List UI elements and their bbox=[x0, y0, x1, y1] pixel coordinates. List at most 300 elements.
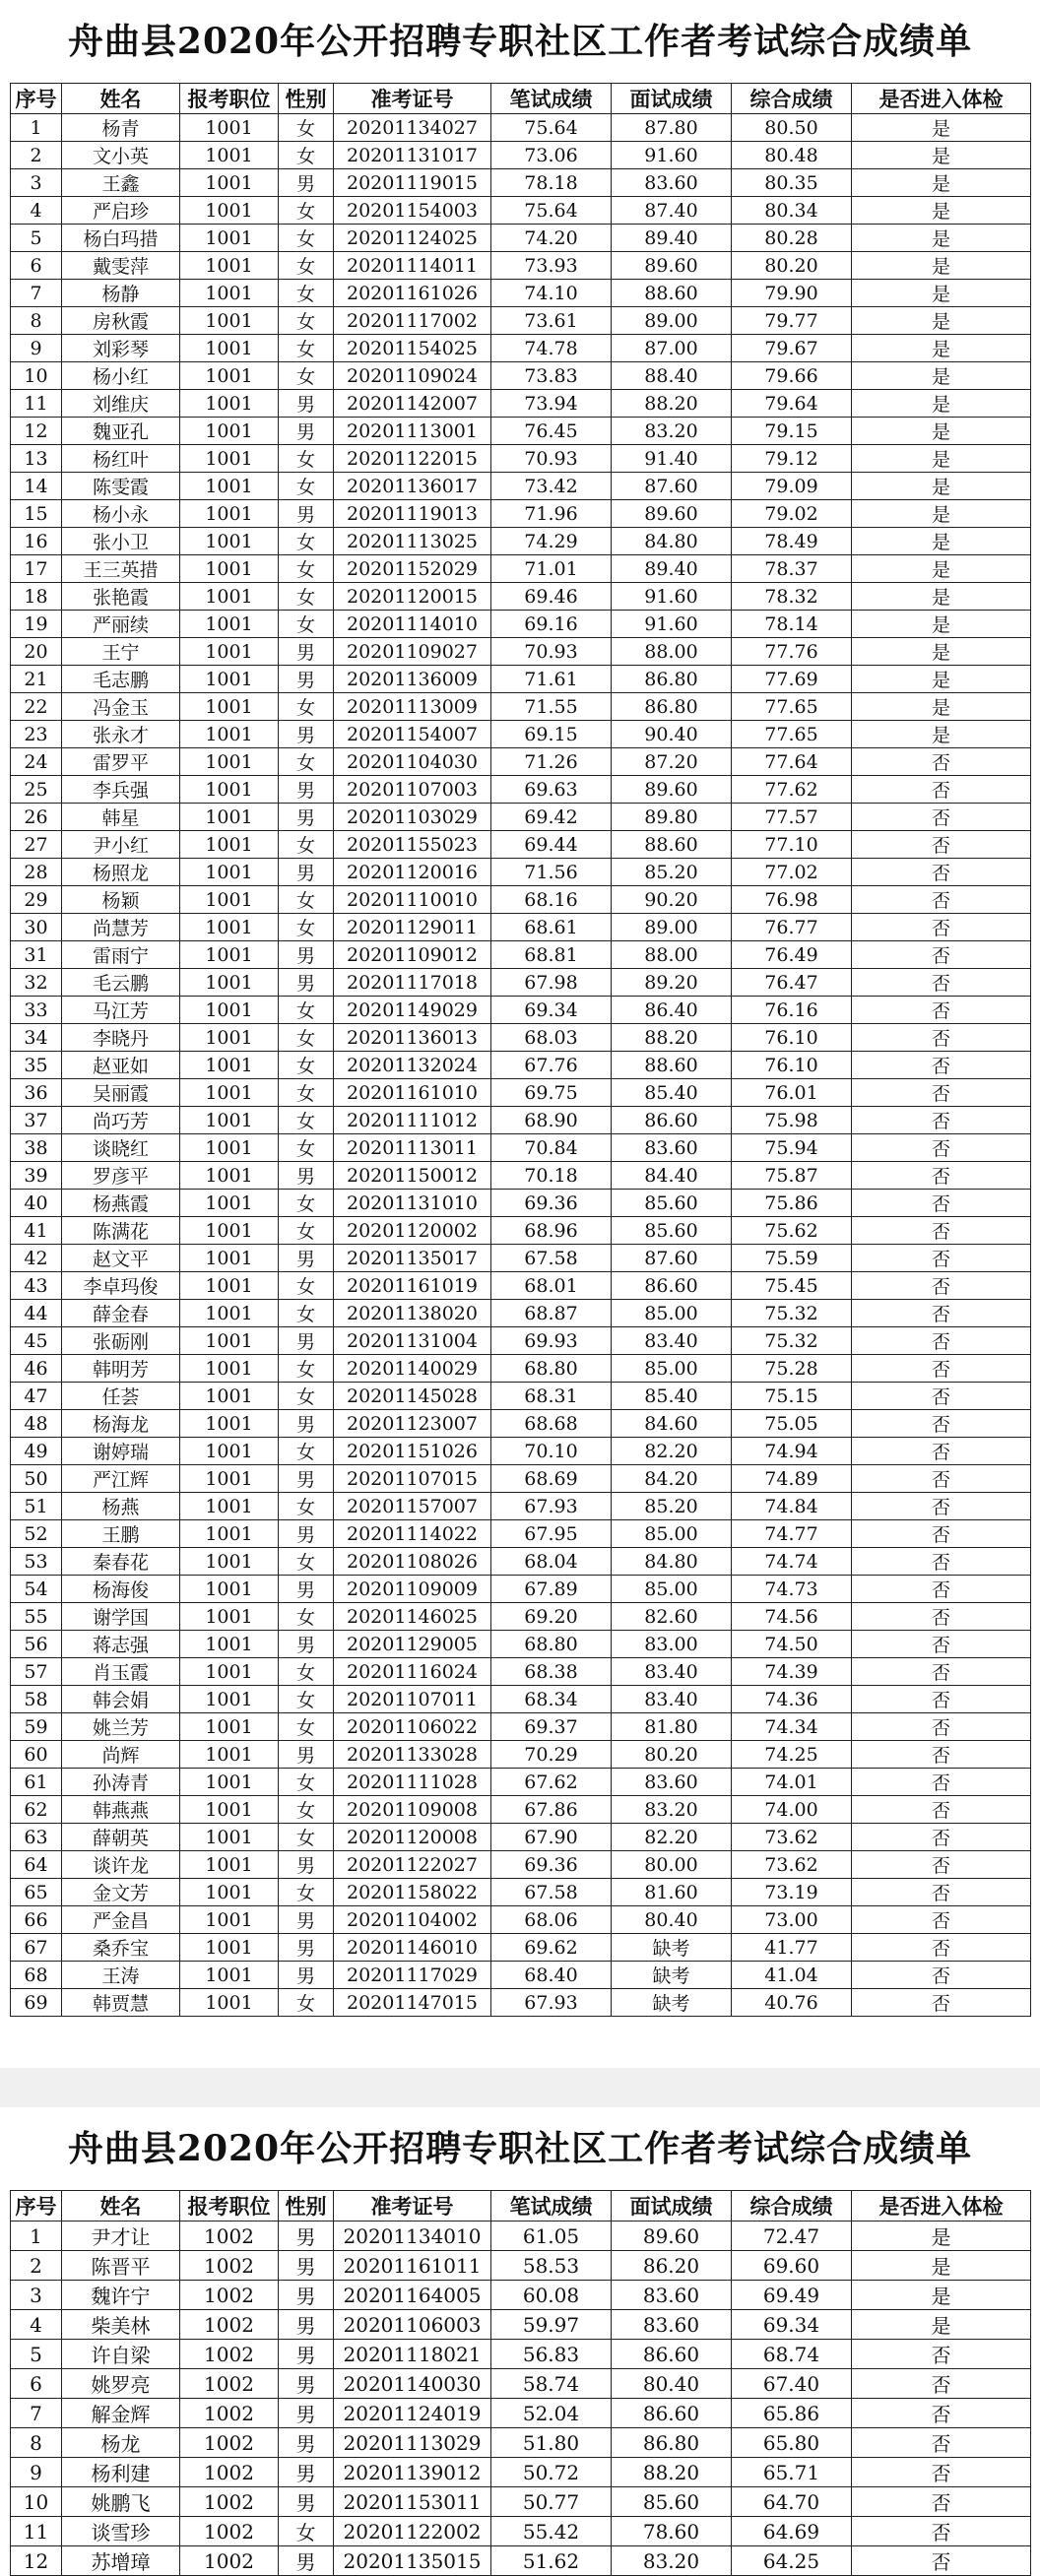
cell-total: 65.86 bbox=[732, 2399, 852, 2428]
cell-physical: 是 bbox=[852, 280, 1031, 307]
cell-ticket: 20201152029 bbox=[334, 555, 491, 583]
table-row bbox=[11, 2517, 1031, 2546]
cell-gender: 男 bbox=[279, 1934, 334, 1962]
table-row bbox=[11, 1741, 1031, 1769]
cell-physical: 是 bbox=[852, 611, 1031, 638]
cell-written: 68.01 bbox=[491, 1272, 612, 1300]
score-table bbox=[10, 2190, 1031, 2576]
cell-name: 杨燕霞 bbox=[62, 1190, 180, 1217]
cell-position: 1001 bbox=[180, 169, 279, 197]
cell-total: 64.69 bbox=[732, 2517, 852, 2546]
cell-name: 韩会娟 bbox=[62, 1686, 180, 1713]
cell-seq: 45 bbox=[11, 1327, 62, 1355]
cell-interview: 88.60 bbox=[612, 1052, 732, 1079]
cell-written: 68.31 bbox=[491, 1383, 612, 1410]
table-row bbox=[11, 1465, 1031, 1493]
cell-interview: 88.20 bbox=[612, 390, 732, 418]
cell-gender: 男 bbox=[279, 2458, 334, 2487]
cell-physical: 否 bbox=[852, 2458, 1031, 2487]
cell-seq: 27 bbox=[11, 831, 62, 859]
cell-position: 1001 bbox=[180, 1272, 279, 1300]
cell-ticket: 20201108026 bbox=[334, 1548, 491, 1576]
cell-gender: 女 bbox=[279, 114, 334, 142]
cell-seq: 49 bbox=[11, 1438, 62, 1465]
cell-gender: 女 bbox=[279, 142, 334, 169]
table-row bbox=[11, 1686, 1031, 1713]
cell-position: 1001 bbox=[180, 1024, 279, 1052]
cell-position: 1002 bbox=[180, 2310, 279, 2340]
cell-position: 1001 bbox=[180, 1245, 279, 1272]
cell-written: 50.72 bbox=[491, 2458, 612, 2487]
cell-seq: 11 bbox=[11, 390, 62, 418]
cell-total: 76.98 bbox=[732, 886, 852, 914]
table-row bbox=[11, 776, 1031, 804]
cell-interview: 89.40 bbox=[612, 225, 732, 252]
cell-gender: 男 bbox=[279, 2487, 334, 2517]
cell-position: 1002 bbox=[180, 2281, 279, 2310]
cell-physical: 否 bbox=[852, 1190, 1031, 1217]
column-header-name: 姓名 bbox=[62, 2191, 180, 2222]
cell-interview: 89.60 bbox=[612, 2222, 732, 2251]
cell-interview: 87.60 bbox=[612, 473, 732, 500]
cell-written: 68.04 bbox=[491, 1548, 612, 1576]
cell-gender: 女 bbox=[279, 1217, 334, 1245]
cell-total: 74.73 bbox=[732, 1576, 852, 1603]
cell-physical: 否 bbox=[852, 1741, 1031, 1769]
cell-interview: 90.20 bbox=[612, 886, 732, 914]
cell-written: 68.69 bbox=[491, 1465, 612, 1493]
cell-seq: 37 bbox=[11, 1107, 62, 1134]
cell-physical: 是 bbox=[852, 693, 1031, 721]
table-row bbox=[11, 2458, 1031, 2487]
cell-name: 赵亚如 bbox=[62, 1052, 180, 1079]
cell-seq: 60 bbox=[11, 1741, 62, 1769]
cell-gender: 女 bbox=[279, 1548, 334, 1576]
cell-total: 78.32 bbox=[732, 583, 852, 611]
cell-interview: 86.60 bbox=[612, 2340, 732, 2369]
column-header-seq: 序号 bbox=[11, 2191, 62, 2222]
cell-written: 67.89 bbox=[491, 1576, 612, 1603]
cell-seq: 53 bbox=[11, 1548, 62, 1576]
column-header-gender: 性别 bbox=[279, 2191, 334, 2222]
cell-total: 79.77 bbox=[732, 307, 852, 335]
cell-position: 1001 bbox=[180, 362, 279, 390]
cell-name: 严江辉 bbox=[62, 1465, 180, 1493]
table-row bbox=[11, 500, 1031, 528]
cell-interview: 91.60 bbox=[612, 142, 732, 169]
cell-gender: 女 bbox=[279, 307, 334, 335]
cell-physical: 否 bbox=[852, 914, 1031, 941]
cell-name: 韩贾慧 bbox=[62, 1989, 180, 2017]
cell-gender: 女 bbox=[279, 473, 334, 500]
cell-ticket: 20201151026 bbox=[334, 1438, 491, 1465]
cell-interview: 84.20 bbox=[612, 1465, 732, 1493]
cell-gender: 女 bbox=[279, 611, 334, 638]
cell-seq: 10 bbox=[11, 362, 62, 390]
cell-seq: 7 bbox=[11, 2399, 62, 2428]
cell-interview: 90.40 bbox=[612, 721, 732, 748]
cell-total: 68.74 bbox=[732, 2340, 852, 2369]
cell-interview: 88.40 bbox=[612, 362, 732, 390]
cell-interview: 85.00 bbox=[612, 1520, 732, 1548]
cell-position: 1001 bbox=[180, 1796, 279, 1824]
cell-name: 尚辉 bbox=[62, 1741, 180, 1769]
cell-seq: 9 bbox=[11, 335, 62, 362]
cell-physical: 是 bbox=[852, 473, 1031, 500]
cell-position: 1001 bbox=[180, 1217, 279, 1245]
cell-physical: 是 bbox=[852, 445, 1031, 473]
cell-written: 70.84 bbox=[491, 1134, 612, 1162]
cell-seq: 14 bbox=[11, 473, 62, 500]
cell-physical: 是 bbox=[852, 2222, 1031, 2251]
table-row bbox=[11, 748, 1031, 776]
cell-total: 73.62 bbox=[732, 1824, 852, 1851]
cell-position: 1001 bbox=[180, 1962, 279, 1989]
table-row bbox=[11, 969, 1031, 997]
cell-gender: 女 bbox=[279, 1769, 334, 1796]
cell-physical: 是 bbox=[852, 307, 1031, 335]
cell-name: 王宁 bbox=[62, 638, 180, 666]
cell-seq: 29 bbox=[11, 886, 62, 914]
cell-name: 王鹏 bbox=[62, 1520, 180, 1548]
cell-name: 毛云鹏 bbox=[62, 969, 180, 997]
cell-gender: 男 bbox=[279, 969, 334, 997]
cell-seq: 13 bbox=[11, 445, 62, 473]
cell-interview: 80.40 bbox=[612, 1906, 732, 1934]
cell-name: 姚鹏飞 bbox=[62, 2487, 180, 2517]
cell-seq: 12 bbox=[11, 2546, 62, 2576]
table-row bbox=[11, 1658, 1031, 1686]
cell-physical: 否 bbox=[852, 1548, 1031, 1576]
cell-total: 75.87 bbox=[732, 1162, 852, 1190]
cell-physical: 是 bbox=[852, 583, 1031, 611]
cell-gender: 女 bbox=[279, 1300, 334, 1327]
cell-interview: 89.00 bbox=[612, 307, 732, 335]
table-row bbox=[11, 2369, 1031, 2399]
cell-position: 1001 bbox=[180, 1769, 279, 1796]
cell-written: 74.20 bbox=[491, 225, 612, 252]
cell-ticket: 20201117002 bbox=[334, 307, 491, 335]
cell-seq: 17 bbox=[11, 555, 62, 583]
cell-ticket: 20201113011 bbox=[334, 1134, 491, 1162]
cell-ticket: 20201154025 bbox=[334, 335, 491, 362]
cell-total: 69.49 bbox=[732, 2281, 852, 2310]
cell-written: 71.26 bbox=[491, 748, 612, 776]
cell-gender: 男 bbox=[279, 1906, 334, 1934]
table-row bbox=[11, 555, 1031, 583]
cell-total: 76.16 bbox=[732, 997, 852, 1024]
cell-interview: 88.00 bbox=[612, 941, 732, 969]
cell-physical: 是 bbox=[852, 418, 1031, 445]
cell-seq: 32 bbox=[11, 969, 62, 997]
cell-seq: 4 bbox=[11, 197, 62, 225]
cell-gender: 男 bbox=[279, 1631, 334, 1658]
cell-ticket: 20201139012 bbox=[334, 2458, 491, 2487]
table-body bbox=[11, 114, 1031, 2017]
cell-interview: 88.20 bbox=[612, 2458, 732, 2487]
table-row bbox=[11, 1162, 1031, 1190]
cell-interview: 82.20 bbox=[612, 1438, 732, 1465]
cell-interview: 85.60 bbox=[612, 2487, 732, 2517]
cell-gender: 女 bbox=[279, 1190, 334, 1217]
table-row bbox=[11, 693, 1031, 721]
cell-seq: 61 bbox=[11, 1769, 62, 1796]
header-row bbox=[11, 2191, 1031, 2222]
cell-position: 1001 bbox=[180, 886, 279, 914]
cell-gender: 男 bbox=[279, 2340, 334, 2369]
column-header-gender: 性别 bbox=[279, 84, 334, 114]
cell-name: 谢学国 bbox=[62, 1603, 180, 1631]
cell-gender: 男 bbox=[279, 638, 334, 666]
cell-position: 1002 bbox=[180, 2517, 279, 2546]
cell-gender: 女 bbox=[279, 555, 334, 583]
cell-ticket: 20201113025 bbox=[334, 528, 491, 555]
cell-name: 韩星 bbox=[62, 804, 180, 831]
cell-physical: 否 bbox=[852, 748, 1031, 776]
cell-ticket: 20201145028 bbox=[334, 1383, 491, 1410]
cell-total: 79.66 bbox=[732, 362, 852, 390]
table-row bbox=[11, 1079, 1031, 1107]
cell-written: 67.58 bbox=[491, 1879, 612, 1906]
cell-physical: 否 bbox=[852, 1355, 1031, 1383]
cell-total: 79.15 bbox=[732, 418, 852, 445]
cell-ticket: 20201124025 bbox=[334, 225, 491, 252]
cell-interview: 80.20 bbox=[612, 1741, 732, 1769]
cell-gender: 女 bbox=[279, 1355, 334, 1383]
cell-written: 76.45 bbox=[491, 418, 612, 445]
cell-ticket: 20201133028 bbox=[334, 1741, 491, 1769]
cell-total: 74.84 bbox=[732, 1493, 852, 1520]
cell-total: 73.62 bbox=[732, 1851, 852, 1879]
sheet-title: 舟曲县2020年公开招聘专职社区工作者考试综合成绩单 bbox=[67, 2128, 973, 2169]
cell-written: 68.38 bbox=[491, 1658, 612, 1686]
cell-total: 64.25 bbox=[732, 2546, 852, 2576]
cell-name: 解金辉 bbox=[62, 2399, 180, 2428]
cell-ticket: 20201107003 bbox=[334, 776, 491, 804]
cell-position: 1001 bbox=[180, 1300, 279, 1327]
cell-physical: 否 bbox=[852, 2428, 1031, 2458]
cell-seq: 6 bbox=[11, 252, 62, 280]
cell-seq: 10 bbox=[11, 2487, 62, 2517]
cell-gender: 女 bbox=[279, 886, 334, 914]
cell-total: 74.00 bbox=[732, 1796, 852, 1824]
cell-position: 1001 bbox=[180, 941, 279, 969]
cell-written: 69.75 bbox=[491, 1079, 612, 1107]
cell-position: 1001 bbox=[180, 1906, 279, 1934]
cell-total: 77.76 bbox=[732, 638, 852, 666]
cell-physical: 是 bbox=[852, 666, 1031, 693]
cell-name: 刘彩琴 bbox=[62, 335, 180, 362]
table-row bbox=[11, 2546, 1031, 2576]
table-row bbox=[11, 1603, 1031, 1631]
table-row bbox=[11, 2428, 1031, 2458]
cell-physical: 否 bbox=[852, 1134, 1031, 1162]
cell-gender: 男 bbox=[279, 500, 334, 528]
cell-total: 75.28 bbox=[732, 1355, 852, 1383]
cell-seq: 1 bbox=[11, 114, 62, 142]
cell-interview: 89.60 bbox=[612, 252, 732, 280]
cell-ticket: 20201122015 bbox=[334, 445, 491, 473]
cell-gender: 女 bbox=[279, 1713, 334, 1741]
cell-interview: 89.20 bbox=[612, 969, 732, 997]
cell-ticket: 20201131004 bbox=[334, 1327, 491, 1355]
table-row bbox=[11, 1796, 1031, 1824]
table-row bbox=[11, 1631, 1031, 1658]
cell-physical: 是 bbox=[852, 335, 1031, 362]
cell-position: 1001 bbox=[180, 1851, 279, 1879]
cell-total: 40.76 bbox=[732, 1989, 852, 2017]
cell-total: 74.36 bbox=[732, 1686, 852, 1713]
cell-seq: 68 bbox=[11, 1962, 62, 1989]
cell-physical: 否 bbox=[852, 941, 1031, 969]
cell-ticket: 20201153011 bbox=[334, 2487, 491, 2517]
cell-name: 谈晓红 bbox=[62, 1134, 180, 1162]
cell-interview: 83.60 bbox=[612, 1134, 732, 1162]
cell-name: 王三英措 bbox=[62, 555, 180, 583]
cell-total: 75.45 bbox=[732, 1272, 852, 1300]
cell-position: 1001 bbox=[180, 693, 279, 721]
table-row bbox=[11, 1327, 1031, 1355]
cell-physical: 否 bbox=[852, 1796, 1031, 1824]
cell-seq: 8 bbox=[11, 2428, 62, 2458]
cell-total: 77.57 bbox=[732, 804, 852, 831]
cell-gender: 男 bbox=[279, 1520, 334, 1548]
cell-interview: 86.60 bbox=[612, 2399, 732, 2428]
cell-name: 李卓玛俊 bbox=[62, 1272, 180, 1300]
cell-total: 65.80 bbox=[732, 2428, 852, 2458]
table-row bbox=[11, 1493, 1031, 1520]
cell-seq: 38 bbox=[11, 1134, 62, 1162]
cell-total: 76.01 bbox=[732, 1079, 852, 1107]
cell-position: 1001 bbox=[180, 142, 279, 169]
cell-ticket: 20201104002 bbox=[334, 1906, 491, 1934]
cell-position: 1002 bbox=[180, 2487, 279, 2517]
cell-ticket: 20201123007 bbox=[334, 1410, 491, 1438]
cell-physical: 否 bbox=[852, 1327, 1031, 1355]
cell-seq: 24 bbox=[11, 748, 62, 776]
cell-seq: 58 bbox=[11, 1686, 62, 1713]
table-row bbox=[11, 2251, 1031, 2281]
cell-position: 1001 bbox=[180, 583, 279, 611]
cell-total: 80.50 bbox=[732, 114, 852, 142]
cell-physical: 否 bbox=[852, 1079, 1031, 1107]
table-row bbox=[11, 2281, 1031, 2310]
cell-total: 75.32 bbox=[732, 1327, 852, 1355]
cell-physical: 否 bbox=[852, 1245, 1031, 1272]
table-row bbox=[11, 1438, 1031, 1465]
cell-seq: 34 bbox=[11, 1024, 62, 1052]
cell-gender: 男 bbox=[279, 776, 334, 804]
cell-written: 69.36 bbox=[491, 1190, 612, 1217]
cell-physical: 是 bbox=[852, 2310, 1031, 2340]
cell-position: 1001 bbox=[180, 335, 279, 362]
cell-interview: 86.60 bbox=[612, 1272, 732, 1300]
cell-written: 78.18 bbox=[491, 169, 612, 197]
cell-position: 1002 bbox=[180, 2399, 279, 2428]
cell-position: 1001 bbox=[180, 1603, 279, 1631]
cell-ticket: 20201109012 bbox=[334, 941, 491, 969]
table-row bbox=[11, 390, 1031, 418]
cell-interview: 83.60 bbox=[612, 1769, 732, 1796]
cell-name: 姚罗亮 bbox=[62, 2369, 180, 2399]
cell-interview: 84.60 bbox=[612, 1410, 732, 1438]
cell-name: 杨小红 bbox=[62, 362, 180, 390]
cell-physical: 否 bbox=[852, 1851, 1031, 1879]
cell-name: 严金昌 bbox=[62, 1906, 180, 1934]
cell-written: 68.16 bbox=[491, 886, 612, 914]
cell-position: 1001 bbox=[180, 748, 279, 776]
cell-interview: 87.80 bbox=[612, 114, 732, 142]
table-row bbox=[11, 197, 1031, 225]
cell-interview: 91.60 bbox=[612, 611, 732, 638]
cell-position: 1001 bbox=[180, 1355, 279, 1383]
table-body bbox=[11, 2222, 1031, 2576]
cell-seq: 69 bbox=[11, 1989, 62, 2017]
cell-total: 80.48 bbox=[732, 142, 852, 169]
cell-interview: 86.80 bbox=[612, 693, 732, 721]
cell-ticket: 20201114010 bbox=[334, 611, 491, 638]
cell-ticket: 20201154007 bbox=[334, 721, 491, 748]
cell-name: 杨照龙 bbox=[62, 859, 180, 886]
cell-name: 张小卫 bbox=[62, 528, 180, 555]
cell-ticket: 20201117029 bbox=[334, 1962, 491, 1989]
cell-position: 1001 bbox=[180, 197, 279, 225]
cell-total: 74.39 bbox=[732, 1658, 852, 1686]
cell-interview: 85.60 bbox=[612, 1217, 732, 1245]
cell-gender: 男 bbox=[279, 418, 334, 445]
cell-physical: 否 bbox=[852, 2517, 1031, 2546]
cell-gender: 男 bbox=[279, 2222, 334, 2251]
cell-ticket: 20201106003 bbox=[334, 2310, 491, 2340]
cell-position: 1001 bbox=[180, 390, 279, 418]
cell-gender: 男 bbox=[279, 2428, 334, 2458]
table-row bbox=[11, 1217, 1031, 1245]
column-header-interview: 面试成绩 bbox=[612, 2191, 732, 2222]
cell-seq: 11 bbox=[11, 2517, 62, 2546]
cell-gender: 男 bbox=[279, 1741, 334, 1769]
cell-seq: 40 bbox=[11, 1190, 62, 1217]
cell-name: 马江芳 bbox=[62, 997, 180, 1024]
cell-total: 76.10 bbox=[732, 1052, 852, 1079]
cell-ticket: 20201134010 bbox=[334, 2222, 491, 2251]
cell-seq: 6 bbox=[11, 2369, 62, 2399]
column-header-total: 综合成绩 bbox=[732, 84, 852, 114]
column-header-position: 报考职位 bbox=[180, 2191, 279, 2222]
table-row bbox=[11, 1934, 1031, 1962]
cell-position: 1002 bbox=[180, 2340, 279, 2369]
cell-total: 79.12 bbox=[732, 445, 852, 473]
cell-physical: 否 bbox=[852, 1603, 1031, 1631]
cell-written: 58.53 bbox=[491, 2251, 612, 2281]
cell-seq: 22 bbox=[11, 693, 62, 721]
cell-ticket: 20201131010 bbox=[334, 1190, 491, 1217]
cell-written: 67.76 bbox=[491, 1052, 612, 1079]
table-row bbox=[11, 1410, 1031, 1438]
cell-gender: 女 bbox=[279, 914, 334, 941]
cell-interview: 87.00 bbox=[612, 335, 732, 362]
cell-seq: 50 bbox=[11, 1465, 62, 1493]
cell-interview: 84.80 bbox=[612, 1548, 732, 1576]
cell-written: 71.56 bbox=[491, 859, 612, 886]
cell-name: 薛金春 bbox=[62, 1300, 180, 1327]
cell-position: 1001 bbox=[180, 859, 279, 886]
cell-interview: 85.60 bbox=[612, 1190, 732, 1217]
cell-seq: 48 bbox=[11, 1410, 62, 1438]
cell-position: 1001 bbox=[180, 418, 279, 445]
cell-gender: 女 bbox=[279, 197, 334, 225]
cell-total: 75.59 bbox=[732, 1245, 852, 1272]
cell-ticket: 20201161011 bbox=[334, 2251, 491, 2281]
